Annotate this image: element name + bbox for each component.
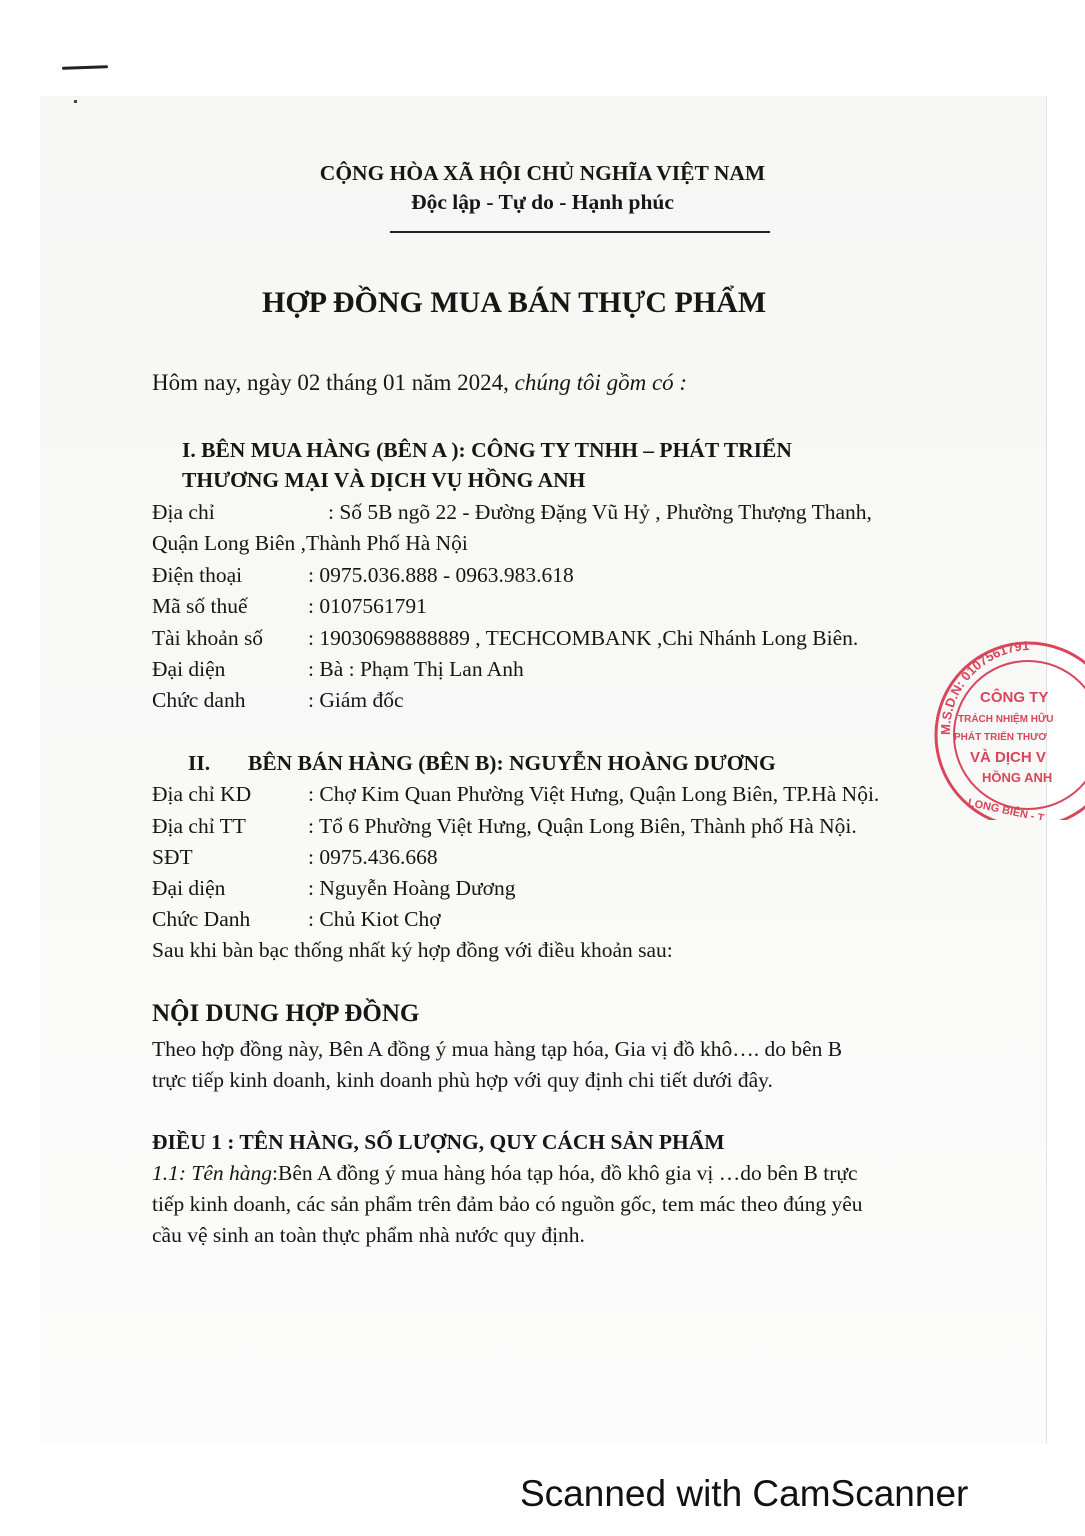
party-a-value-title: : Giám đốc [308, 688, 404, 712]
motto-underline [390, 231, 770, 233]
party-b-value-phone: : 0975.436.668 [308, 845, 438, 869]
party-b-heading-number: II. [188, 751, 211, 775]
party-a-label-tax: Mã số thuế [152, 594, 248, 618]
party-b-value-business-address: : Chợ Kim Quan Phường Việt Hưng, Quận Long Biên, TP.Hà Nội. [308, 782, 880, 806]
party-b-value-title: : Chủ Kiot Chợ [308, 907, 441, 931]
party-a-value-address: : Số 5B ngõ 22 - Đường Đặng Vũ Hỷ , Phường Thượng Thanh, [328, 500, 872, 524]
party-b-heading: BÊN BÁN HÀNG (BÊN B): NGUYỄN HOÀNG DƯƠNG [248, 751, 776, 775]
party-a-label-account: Tài khoản số [152, 626, 264, 650]
article1-line3: cầu vệ sinh an toàn thực phẩm nhà nước quy định. [152, 1223, 585, 1247]
content-paragraph-line1: Theo hợp đồng này, Bên A đồng ý mua hàng tạp hóa, Gia vị đồ khô…. do bên B [152, 1037, 843, 1061]
party-b-label-title: Chức Danh [152, 907, 251, 931]
scan-corner-dot [74, 100, 77, 103]
article1-line1 [152, 1160, 858, 1186]
party-a-label-address: Địa chỉ [152, 500, 215, 524]
article1-item-text: :Bên A đồng ý mua hàng hóa tạp hóa, đồ khô gia vị …do bên B trực [272, 1161, 858, 1185]
party-b-label-representative: Đại diện [152, 876, 226, 900]
party-a-label-representative: Đại diện [152, 657, 226, 681]
intro-parties: chúng tôi gồm có : [514, 370, 688, 395]
party-b-label-permanent-address: Địa chỉ TT [152, 814, 246, 838]
party-a-value-account: : 19030698888889 , TECHCOMBANK ,Chi Nhánh Long Biên. [308, 626, 859, 650]
party-a-label-title: Chức danh [152, 688, 246, 712]
party-b-label-phone: SĐT [152, 845, 193, 869]
intro-date: Hôm nay, ngày 02 tháng 01 năm 2024, [152, 370, 509, 395]
content-paragraph-line2: trực tiếp kinh doanh, kinh doanh phù hợp với quy định chi tiết dưới đây. [152, 1068, 773, 1092]
document-title: HỢP ĐỒNG MUA BÁN THỰC PHẨM [262, 286, 767, 319]
party-a-value-representative: : Bà : Phạm Thị Lan Anh [308, 657, 524, 681]
stamp-ring-text: M.S.D.N: 0107561791 [937, 640, 1030, 736]
motto: Độc lập - Tự do - Hạnh phúc [411, 190, 674, 214]
party-b-closing: Sau khi bàn bạc thống nhất ký hợp đồng với điều khoản sau: [152, 938, 673, 962]
stamp-line3: PHÁT TRIỂN THƯƠ [954, 732, 1047, 743]
content-heading: NỘI DUNG HỢP ĐỒNG [152, 1000, 420, 1027]
party-a-heading-line1: I. BÊN MUA HÀNG (BÊN A ): CÔNG TY TNHH – PHÁT TRIỂN [182, 438, 792, 462]
article1-heading: ĐIỀU 1 : TÊN HÀNG, SỐ LƯỢNG, QUY CÁCH SẢN PHẨM [152, 1130, 725, 1154]
intro-line [152, 370, 687, 396]
party-b-label-business-address: Địa chỉ KD [152, 782, 252, 806]
stamp-line2: TRÁCH NHIỆM HỮU [958, 714, 1054, 725]
party-b-value-representative: : Nguyễn Hoàng Dương [308, 876, 516, 900]
party-a-heading-line2: THƯƠNG MẠI VÀ DỊCH VỤ HỒNG ANH [182, 468, 586, 492]
stamp-line4: VÀ DỊCH V [970, 749, 1046, 766]
party-b-value-permanent-address: : Tổ 6 Phường Việt Hưng, Quận Long Biên, Thành phố Hà Nội. [308, 814, 857, 838]
party-a-value-address-cont: Quận Long Biên ,Thành Phố Hà Nội [152, 531, 468, 555]
stamp-bottom-text: LONG BIÊN - T. [966, 796, 1047, 820]
party-a-label-phone: Điện thoại [152, 563, 243, 587]
scan-corner-mark [62, 65, 108, 70]
party-a-value-phone: : 0975.036.888 - 0963.983.618 [308, 563, 574, 587]
stamp-seal [928, 640, 1085, 820]
nation-header: CỘNG HÒA XÃ HỘI CHỦ NGHĨA VIỆT NAM [319, 161, 766, 185]
article1-item-label: 1.1: Tên hàng [152, 1161, 273, 1185]
company-stamp [928, 640, 1085, 820]
stamp-line5: HỒNG ANH [982, 770, 1053, 785]
stamp-line1: CÔNG TY [980, 689, 1049, 706]
camscanner-watermark: Scanned with CamScanner [520, 1473, 969, 1514]
article1-line2: tiếp kinh doanh, các sản phẩm trên đảm bảo có nguồn gốc, tem mác theo đúng yêu [152, 1192, 863, 1216]
party-a-value-tax: : 0107561791 [308, 594, 427, 618]
